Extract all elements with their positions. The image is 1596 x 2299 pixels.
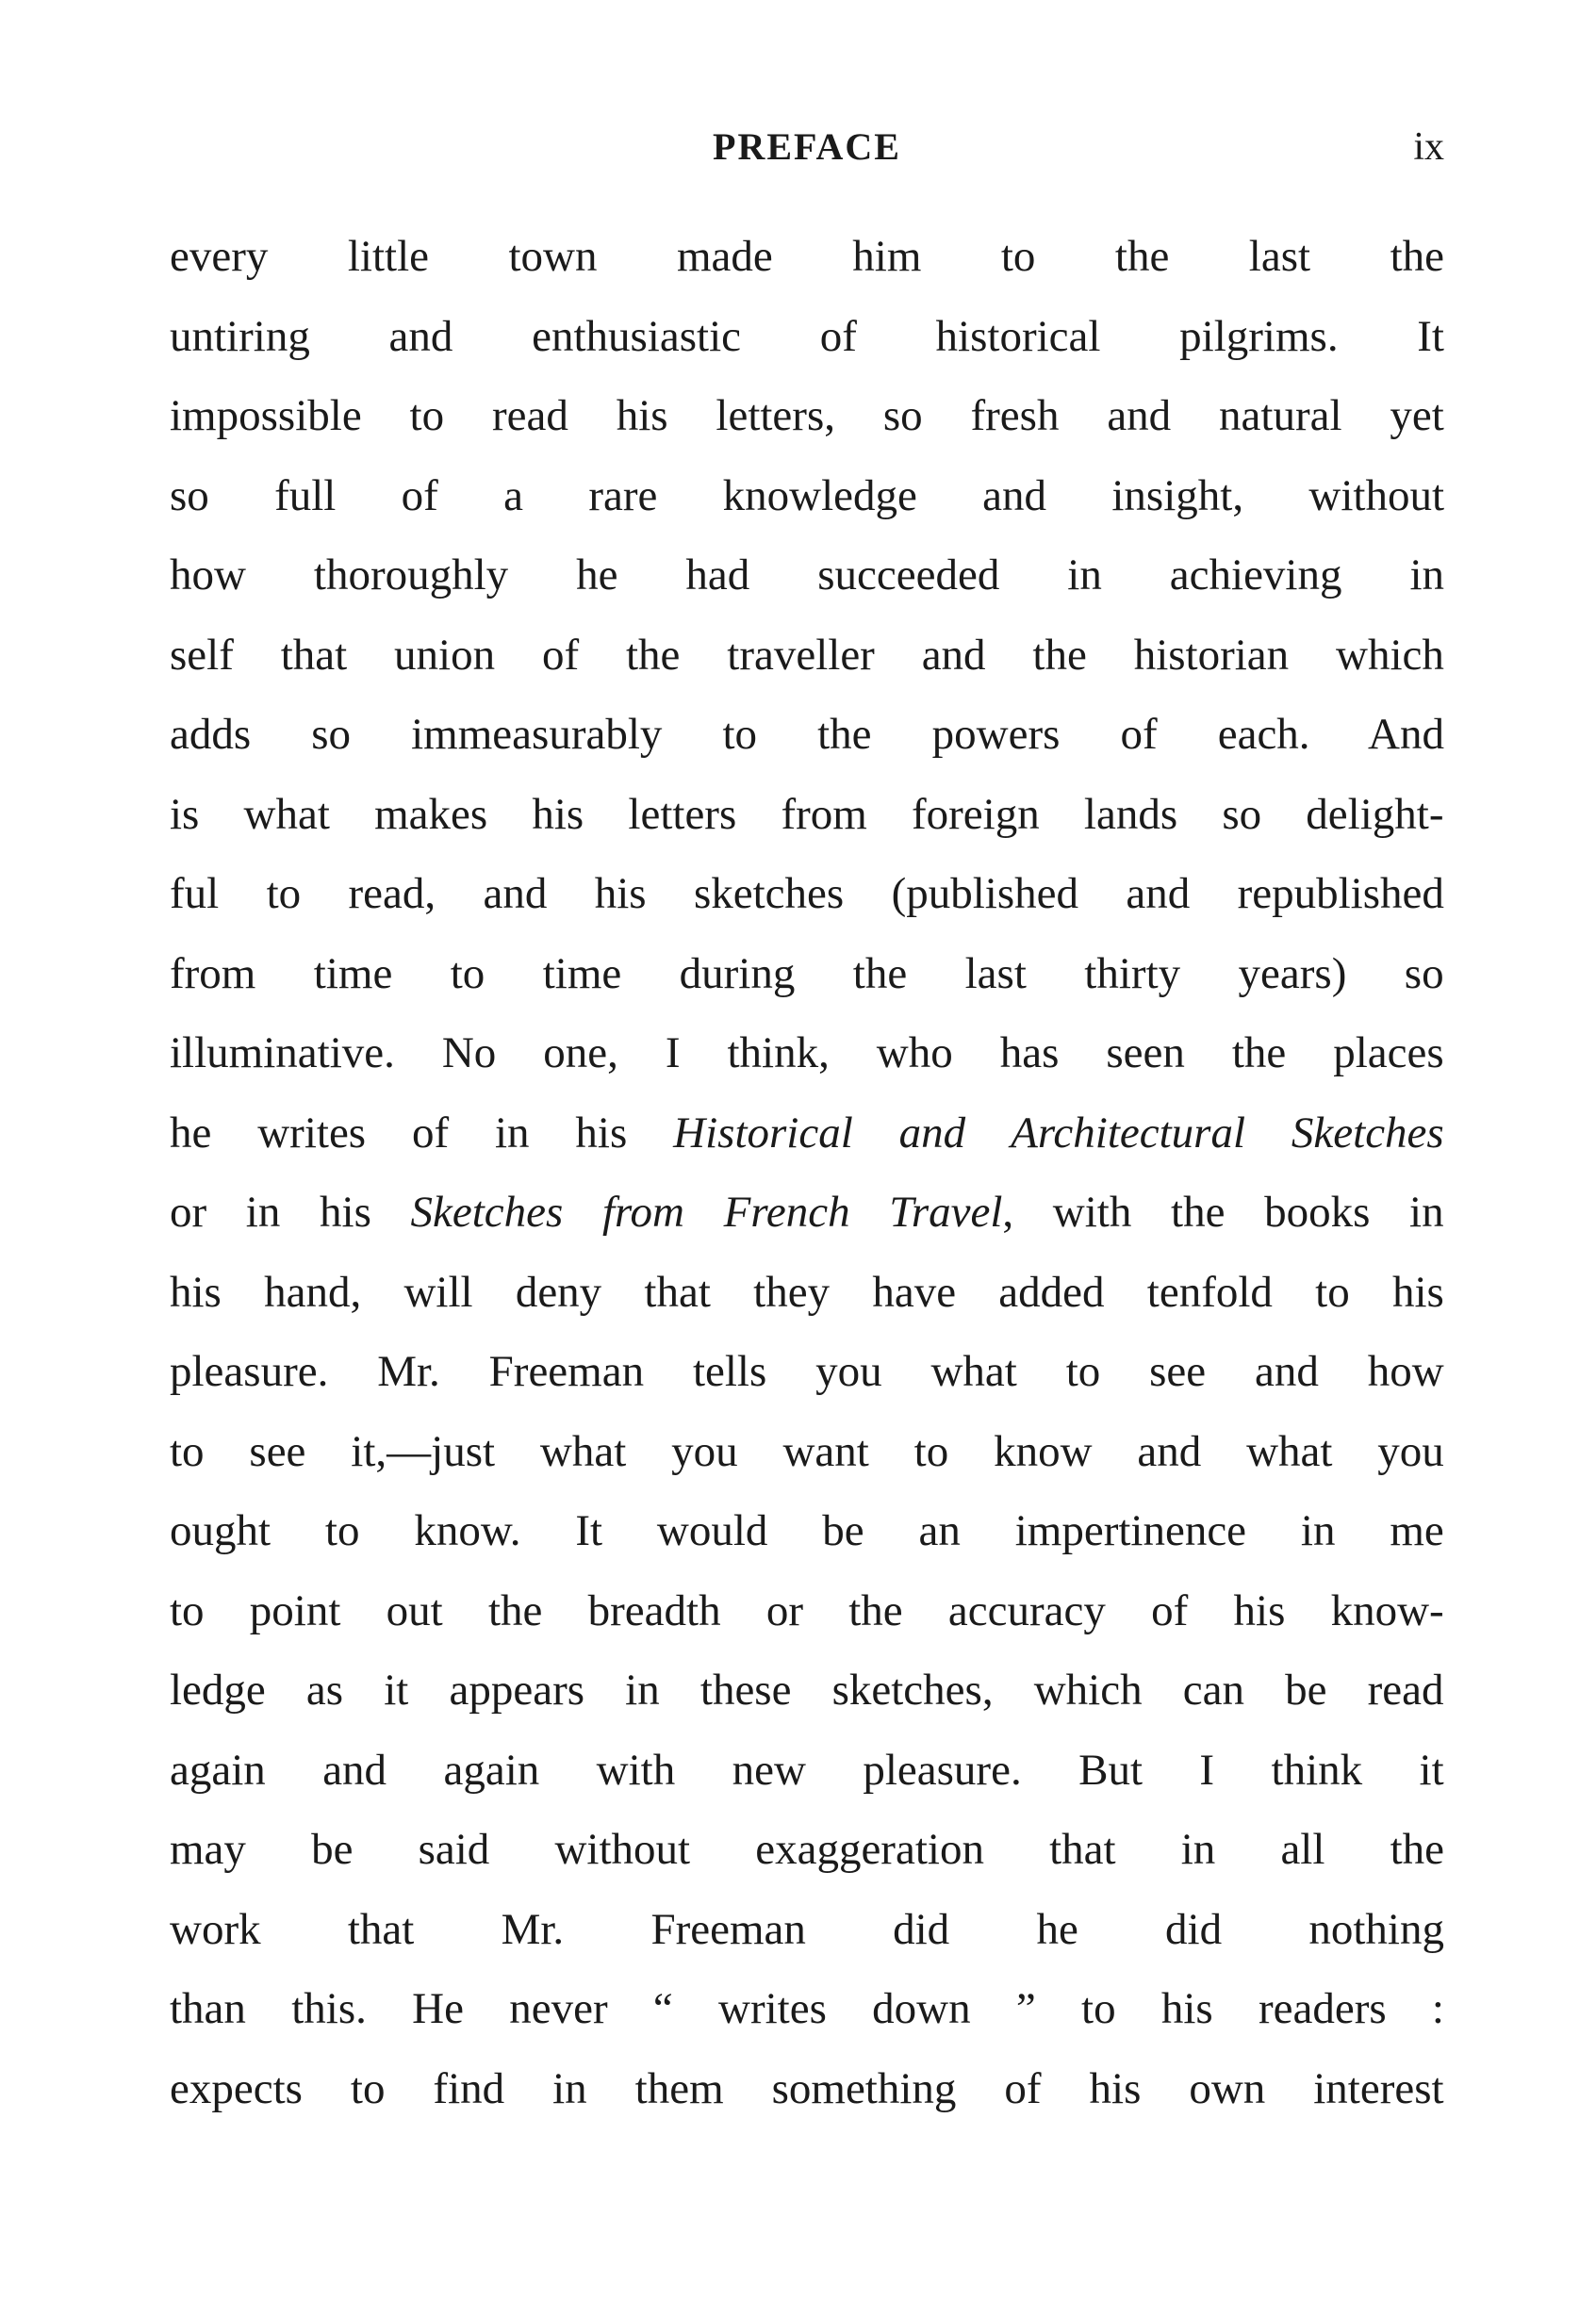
page-header (170, 119, 1444, 175)
text-line: to point out the breadth or the accuracy of his know- (170, 1585, 1444, 1635)
book-title-french-travel: Sketches from French Travel (410, 1188, 1003, 1237)
page-number: ix (1413, 125, 1444, 169)
text-line: or in his Sketches from French Travel, with the books in (170, 1188, 1444, 1237)
body-text (170, 217, 1444, 2128)
text-line: how thoroughly he had succeeded in achieving in (170, 550, 1444, 599)
text-line: ought to know. It would be an impertinence in me (170, 1506, 1444, 1555)
text-line: from time to time during the last thirty years) so (170, 948, 1444, 998)
text-line: his hand, will deny that they have added tenfold to his (170, 1267, 1444, 1317)
text-line: illuminative. No one, I think, who has seen the places (170, 1028, 1444, 1077)
text-line: he writes of in his Historical and Architectural Sketches (170, 1108, 1444, 1158)
text-line: pleasure. Mr. Freeman tells you what to see and how (170, 1347, 1444, 1396)
text-line: to see it,—just what you want to know and what you (170, 1426, 1444, 1476)
text-line: is what makes his letters from foreign lands so delight- (170, 789, 1444, 839)
running-title: PREFACE (713, 125, 901, 168)
text-line: so full of a rare knowledge and insight, without (170, 470, 1444, 520)
book-title-historical-sketches: Historical and Architectural Sketches (673, 1108, 1444, 1158)
text-line: ledge as it appears in these sketches, which can be read (170, 1666, 1444, 1715)
text-line: impossible to read his letters, so fresh and natural yet (170, 391, 1444, 440)
text-line: ful to read, and his sketches (published and republished (170, 869, 1444, 918)
text-line: may be said without exaggeration that in all the (170, 1825, 1444, 1874)
text-line: adds so immeasurably to the powers of each. And (170, 710, 1444, 759)
text-line: self that union of the traveller and the historian which (170, 630, 1444, 680)
text-line: than this. He never “ writes down ” to his readers : (170, 1984, 1444, 2033)
text-line: again and again with new pleasure. But I think it (170, 1745, 1444, 1795)
text-line: expects to find in them something of his own interest (170, 2063, 1444, 2113)
text-line: work that Mr. Freeman did he did nothing (170, 1904, 1444, 1954)
text-line: untiring and enthusiastic of historical pilgrims. It (170, 311, 1444, 361)
text-line: every little town made him to the last the (170, 232, 1444, 281)
